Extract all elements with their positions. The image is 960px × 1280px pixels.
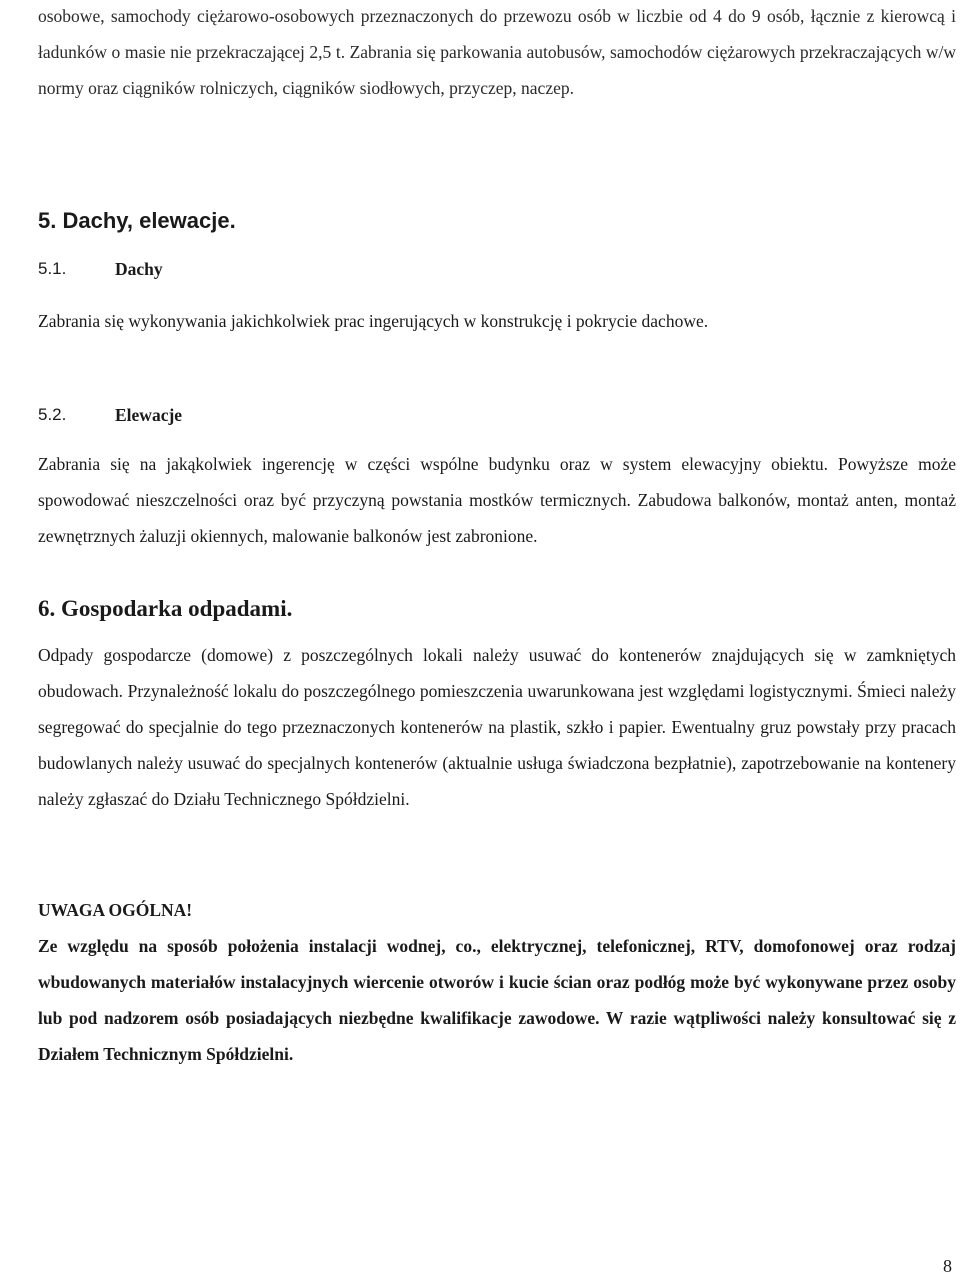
section-5-1-text: Zabrania się wykonywania jakichkolwiek prac ingerujących w konstrukcję i pokrycie dachowe. [38,311,709,331]
section-5-2-title: Elewacje [115,405,183,425]
intro-paragraph: osobowe, samochody ciężarowo-osobowych przeznaczonych do przewozu osób w liczbie od 4 do 9 osób, łącznie z kierowcą i ładunków o masie nie przekraczającej 2,5 t. Zabrania się parkowania autobusów, samochodów ciężarowych przekraczających w/w normy oraz ciągników rolniczych, ciągników siodłowych, przyczep, naczep. [38,6,956,98]
section-5-2-text: Zabrania się na jakąkolwiek ingerencję w części wspólne budynku oraz w system elewacyjny obiektu. Powyższe może spowodować nieszczelności oraz być przyczyną powstania mostków termicznych. Zabudowa balkonów, montaż anten, montaż zewnętrznych żaluzji okiennych, malowanie balkonów jest zabronione. [38,454,956,546]
page-number: 8 [943,1256,952,1276]
section-5-2-heading [38,405,182,426]
section-5-heading: 5. Dachy, elewacje. [38,208,236,233]
section-5-2-number: 5.2. [38,405,67,424]
section-5-1-number: 5.1. [38,259,67,278]
section-5-1-heading [38,259,163,280]
section-6-heading: 6. Gospodarka odpadami. [38,596,293,621]
notice-text: Ze względu na sposób położenia instalacji wodnej, co., elektrycznej, telefonicznej, RTV, domofonowej oraz rodzaj wbudowanych materiałów instalacyjnych wiercenie otworów i kucie ścian oraz podłóg może być wykonywane przez osoby lub pod nadzorem osób posiadających niezbędne kwalifikacje zawodowe. W razie wątpliwości należy konsultować się z Działem Technicznym Spółdzielni. [38,936,956,1064]
section-5-1-title: Dachy [115,259,163,279]
notice-heading: UWAGA OGÓLNA! [38,900,193,920]
section-6-text: Odpady gospodarcze (domowe) z poszczególnych lokali należy usuwać do kontenerów znajdujących się w zamkniętych obudowach. Przynależność lokalu do poszczególnego pomieszczenia uwarunkowana jest względami logistycznymi. Śmieci należy segregować do specjalnie do tego przeznaczonych kontenerów na plastik, szkło i papier. Ewentualny gruz powstały przy pracach budowlanych należy usuwać do specjalnych kontenerów (aktualnie usługa świadczona bezpłatnie), zapotrzebowanie na kontenery należy zgłaszać do Działu Technicznego Spółdzielni. [38,645,956,809]
